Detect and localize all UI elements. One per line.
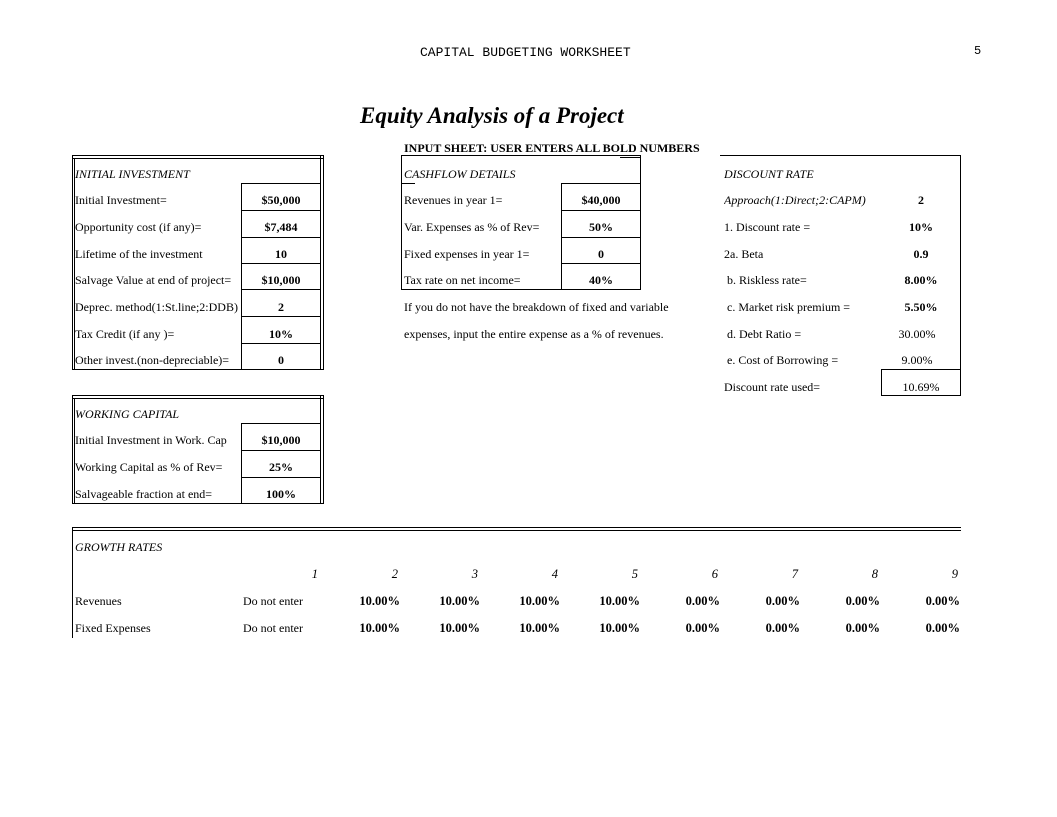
working-capital-initial-value[interactable]: $10,000 [261,433,301,447]
salvage-value[interactable]: $10,000 [261,273,301,287]
growth-cell[interactable]: 0.00% [925,594,960,608]
year-header: 5 [631,567,638,581]
revenues-growth-label: Revenues [75,594,122,608]
discount-rate-used-value: 10.69% [902,380,940,394]
discount-rate-label: 1. Discount rate = [724,220,811,234]
growth-cell[interactable]: 0.00% [765,621,800,635]
row-label: Lifetime of the investment [75,247,203,261]
discount-rate-heading: DISCOUNT RATE [724,167,814,181]
cashflow-heading: CASHFLOW DETAILS [404,167,516,181]
working-capital-heading: WORKING CAPITAL [75,407,180,421]
variable-expenses-value[interactable]: 50% [589,220,613,234]
fixed-expenses-growth-label: Fixed Expenses [75,621,151,635]
market-risk-premium-label: c. Market risk premium = [724,300,851,314]
growth-cell[interactable]: 0.00% [925,621,960,635]
tax-rate-value[interactable]: 40% [589,273,613,287]
cashflow-note-line1: If you do not have the breakdown of fixed and variable [404,300,669,314]
growth-cell[interactable]: 0.00% [685,621,720,635]
discount-rate-value[interactable]: 10% [909,220,933,234]
debt-ratio-label: d. Debt Ratio = [724,327,802,341]
working-capital-pct-value[interactable]: 25% [269,460,293,474]
instruction-text: INPUT SHEET: USER ENTERS ALL BOLD NUMBERS [404,141,700,155]
growth-cell[interactable]: 0.00% [765,594,800,608]
growth-rates-heading: GROWTH RATES [75,540,163,554]
market-risk-premium-value[interactable]: 5.50% [904,300,938,314]
growth-cell[interactable]: 10.00% [599,621,640,635]
row-label: Fixed expenses in year 1= [404,247,530,261]
growth-cell[interactable]: 0.00% [845,621,880,635]
row-label: Tax rate on net income= [404,273,521,287]
revenues-year1-value[interactable]: $40,000 [581,193,621,207]
row-label: Other invest.(non-depreciable)= [75,353,230,367]
debt-ratio-value: 30.00% [898,327,936,341]
initial-investment-heading: INITIAL INVESTMENT [75,167,190,181]
depreciation-method-value[interactable]: 2 [278,300,284,314]
year-header: 2 [391,567,398,581]
row-label: Initial Investment in Work. Cap [75,433,227,447]
main-title: Equity Analysis of a Project [360,103,624,128]
year-header: 7 [791,567,798,581]
cashflow-note-line2: expenses, input the entire expense as a % of revenues. [404,327,664,341]
row-label: Salvage Value at end of project= [75,273,232,287]
growth-cell[interactable]: 10.00% [599,594,640,608]
other-investment-value[interactable]: 0 [278,353,284,367]
row-label: Salvageable fraction at end= [75,487,213,501]
opportunity-cost-value[interactable]: $7,484 [264,220,298,234]
row-label: Tax Credit (if any )= [75,327,175,341]
growth-cell[interactable]: 10.00% [359,621,400,635]
year-header: 6 [711,567,718,581]
riskless-rate-label: b. Riskless rate= [724,273,807,287]
growth-cell[interactable]: 10.00% [519,621,560,635]
growth-cell[interactable]: 10.00% [519,594,560,608]
year-header: 1 [311,567,318,581]
do-not-enter-cell: Do not enter [243,621,303,635]
salvageable-fraction-value[interactable]: 100% [266,487,296,501]
do-not-enter-cell: Do not enter [243,594,303,608]
row-label: Opportunity cost (if any)= [75,220,202,234]
row-label: Deprec. method(1:St.line;2:DDB) [75,300,238,314]
year-header: 3 [471,567,478,581]
cost-of-borrowing-label: e. Cost of Borrowing = [724,353,839,367]
discount-rate-used-label: Discount rate used= [724,380,821,394]
page-number: 5 [974,44,982,58]
year-header: 8 [871,567,878,581]
beta-value[interactable]: 0.9 [913,247,929,261]
initial-investment-value[interactable]: $50,000 [261,193,301,207]
growth-cell[interactable]: 10.00% [359,594,400,608]
worksheet-title: CAPITAL BUDGETING WORKSHEET [420,45,631,60]
year-header: 9 [951,567,958,581]
approach-label: Approach(1:Direct;2:CAPM) [724,193,866,207]
row-label: Revenues in year 1= [404,193,503,207]
approach-value[interactable]: 2 [918,193,924,207]
growth-cell[interactable]: 10.00% [439,621,480,635]
beta-label: 2a. Beta [724,247,764,261]
riskless-rate-value[interactable]: 8.00% [904,273,938,287]
lifetime-value[interactable]: 10 [275,247,287,261]
tax-credit-value[interactable]: 10% [269,327,293,341]
row-label: Var. Expenses as % of Rev= [404,220,540,234]
row-label: Initial Investment= [75,193,167,207]
cost-of-borrowing-value: 9.00% [901,353,933,367]
growth-cell[interactable]: 10.00% [439,594,480,608]
fixed-expenses-value[interactable]: 0 [598,247,604,261]
growth-cell[interactable]: 0.00% [845,594,880,608]
year-header: 4 [551,567,558,581]
row-label: Working Capital as % of Rev= [75,460,223,474]
growth-cell[interactable]: 0.00% [685,594,720,608]
